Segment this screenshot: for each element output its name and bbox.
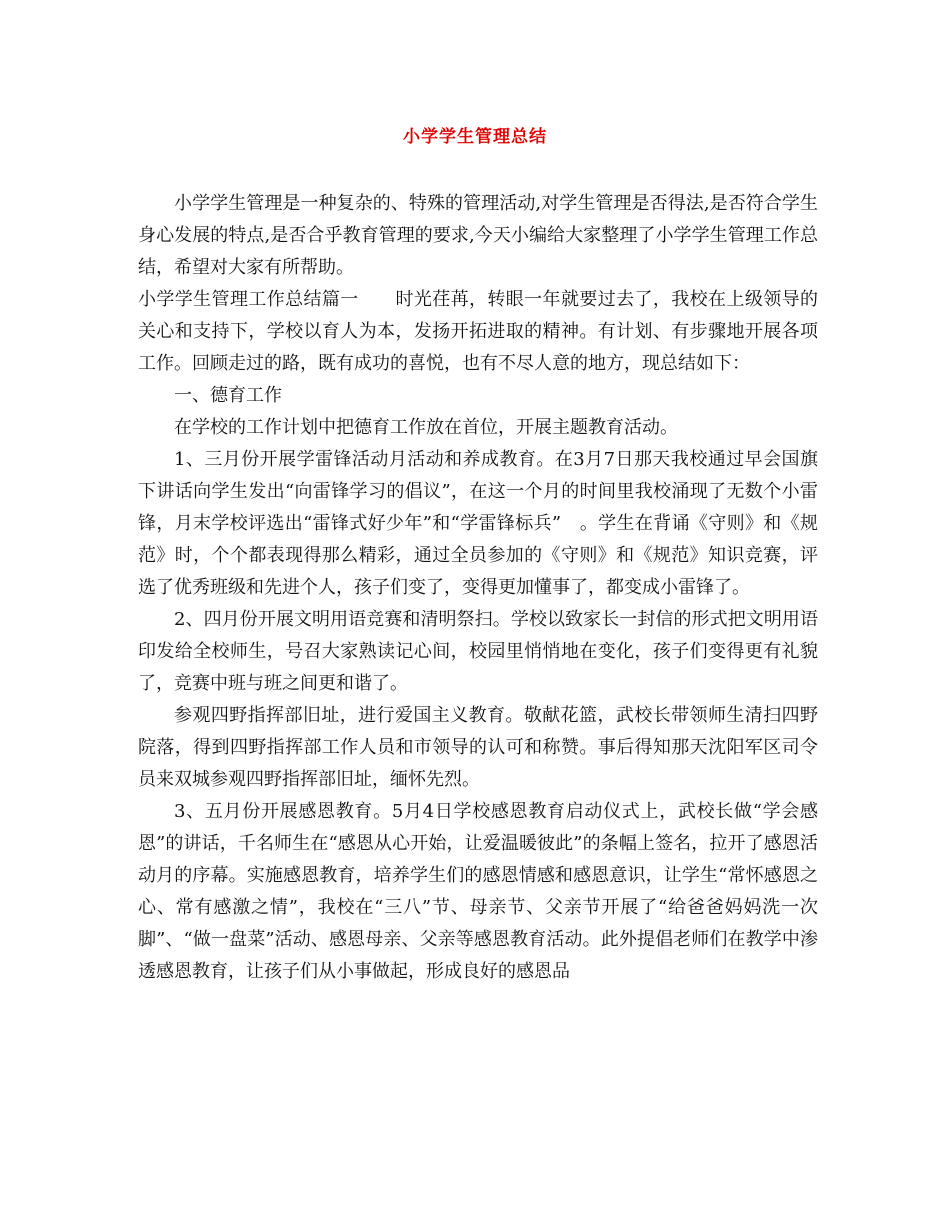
paragraph-april-activity: 2、四月份开展文明用语竞赛和清明祭扫。学校以致家长一封信的形式把文明用语印发给全校师生，号召大家熟读记心间，校园里悄悄地在变化，孩子们变得更有礼貌了，竞赛中班与班之间更和谐了。 xyxy=(138,609,818,694)
paragraph-march-activity: 1、三月份开展学雷锋活动月活动和养成教育。在3月7日那天我校通过早会国旗下讲话向学生发出“向雷锋学习的倡议”，在这一个月的时间里我校涌现了无数个小雷锋，月末学校评选出“雷锋式好少年”和“学雷锋标兵” 。学生在背诵《守则》和《规范》时，个个都表现得那么精彩，通过全员参加的《守则》和《规范》知识竞赛，评选了优秀班级和先进个人，孩子们变了，变得更加懂事了，都变成小雷锋了。 xyxy=(138,449,818,598)
section-heading-moral-education: 一、德育工作 xyxy=(174,385,282,406)
paragraph-summary-part-one: 小学学生管理工作总结篇一 时光荏苒，转眼一年就要过去了，我校在上级领导的关心和支持下，学校以育人为本，发扬开拓进取的精神。有计划、有步骤地开展各项工作。回顾走过的路，既有成功的喜悦，也有不尽人意的地方，现总结如下： xyxy=(138,289,818,374)
document-body xyxy=(138,188,818,988)
paragraph-intro: 小学学生管理是一种复杂的、特殊的管理活动,对学生管理是否得法,是否符合学生身心发展的特点,是否合乎教育管理的要求,今天小编给大家整理了小学学生管理工作总结，希望对大家有所帮助。 xyxy=(138,193,818,278)
paragraph-siye-visit: 参观四野指挥部旧址，进行爱国主义教育。敬献花篮，武校长带领师生清扫四野院落，得到四野指挥部工作人员和市领导的认可和称赞。事后得知那天沈阳军区司令员来双城参观四野指挥部旧址，缅怀先烈。 xyxy=(138,705,818,790)
paragraph-moral-plan: 在学校的工作计划中把德育工作放在首位，开展主题教育活动。 xyxy=(174,417,678,438)
document-title: 小学学生管理总结 xyxy=(403,127,547,147)
paragraph-may-activity: 3、五月份开展感恩教育。5月4日学校感恩教育启动仪式上，武校长做“学会感恩”的讲话，千名师生在“感恩从心开始，让爱温暖彼此”的条幅上签名，拉开了感恩活动月的序幕。实施感恩教育，培养学生们的感恩情感和感恩意识，让学生“常怀感恩之心、常有感激之情”，我校在“三八”节、母亲节、父亲节开展了“给爸爸妈妈洗一次脚”、“做一盘菜”活动、感恩母亲、父亲等感恩教育活动。此外提倡老师们在教学中渗透感恩教育，让孩子们从小事做起，形成良好的感恩品 xyxy=(138,801,818,982)
